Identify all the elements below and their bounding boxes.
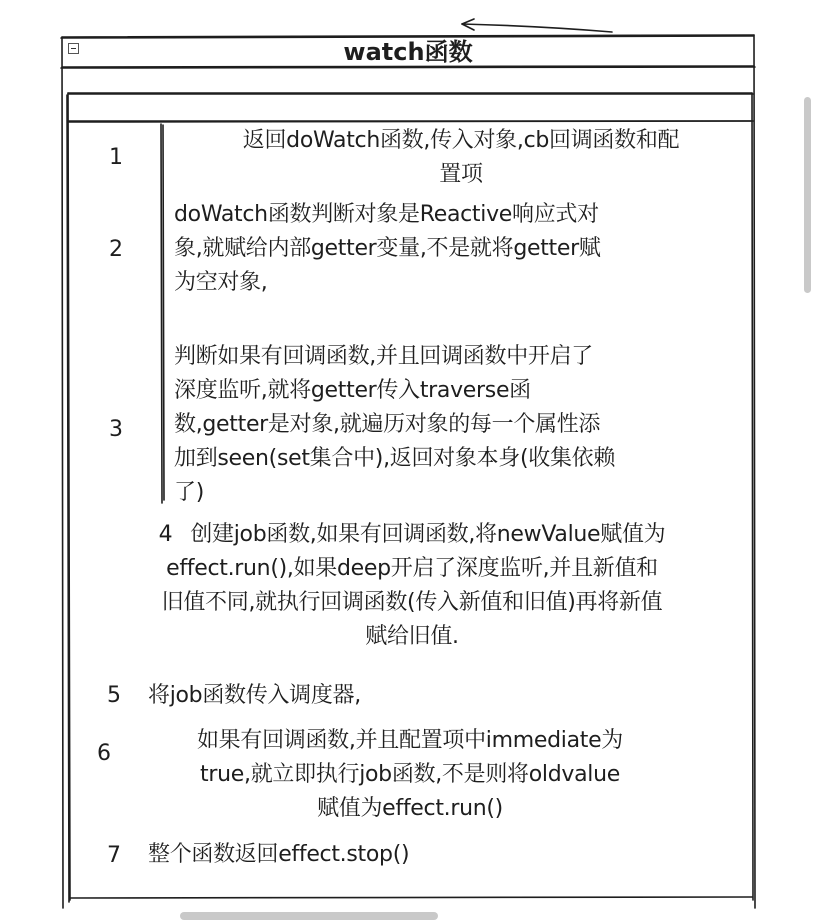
vertical-scrollbar[interactable]	[804, 97, 811, 293]
horizontal-scrollbar[interactable]	[180, 912, 438, 920]
step-3-line: 数,getter是对象,就遍历对象的每一个属性添	[174, 412, 601, 437]
step-6-line: true,就立即执行job函数,不是则将oldvalue	[200, 762, 620, 787]
step-text-1	[170, 124, 752, 192]
step-2-line: 象,就赋给内部getter变量,不是就将getter赋	[174, 236, 601, 261]
step-6-line: 赋值为effect.run()	[317, 796, 503, 821]
step-4-line: effect.run(),如果deep开启了深度监听,并且新值和	[166, 556, 658, 581]
step-3-line: 判断如果有回调函数,并且回调函数中开启了	[174, 344, 593, 369]
step-2-line: doWatch函数判断对象是Reactive响应式对	[174, 202, 599, 227]
step-5-line: 将job函数传入调度器,	[148, 683, 361, 708]
step-4-line	[72, 518, 752, 552]
step-3-line: 加到seen(set集合中),返回对象本身(收集依赖	[174, 446, 616, 471]
step-text-7	[148, 838, 708, 872]
step-4-line: 赋给旧值.	[365, 624, 459, 649]
step-number-1: 1	[109, 145, 123, 170]
step-text-6	[130, 724, 690, 826]
step-text-3	[174, 340, 750, 510]
step-number-6: 6	[97, 741, 111, 766]
step-text-5	[148, 679, 708, 713]
step-6-line: 如果有回调函数,并且配置项中immediate为	[196, 728, 624, 753]
step-number-4: 4	[158, 522, 173, 547]
step-1-line: 返回doWatch函数,传入对象,cb回调函数和配	[242, 128, 680, 153]
step-3-line: 了)	[174, 480, 204, 505]
step-number-7: 7	[107, 843, 121, 868]
step-number-2: 2	[109, 237, 123, 262]
step-3-line: 深度监听,就将getter传入traverse函	[174, 378, 531, 403]
step-1-line: 置项	[439, 162, 483, 187]
step-number-3: 3	[109, 417, 123, 442]
step-4-line: 旧值不同,就执行回调函数(传入新值和旧值)再将新值	[161, 590, 663, 615]
step-2-line: 为空对象,	[174, 270, 268, 295]
step-text-2	[174, 198, 750, 300]
diagram-title: watch函数	[343, 38, 473, 66]
step-7-line: 整个函数返回effect.stop()	[148, 842, 410, 867]
step-text-4	[72, 518, 752, 654]
step-4-line-text: 创建job函数,如果有回调函数,将newValue赋值为	[190, 522, 666, 547]
step-number-5: 5	[107, 683, 121, 708]
